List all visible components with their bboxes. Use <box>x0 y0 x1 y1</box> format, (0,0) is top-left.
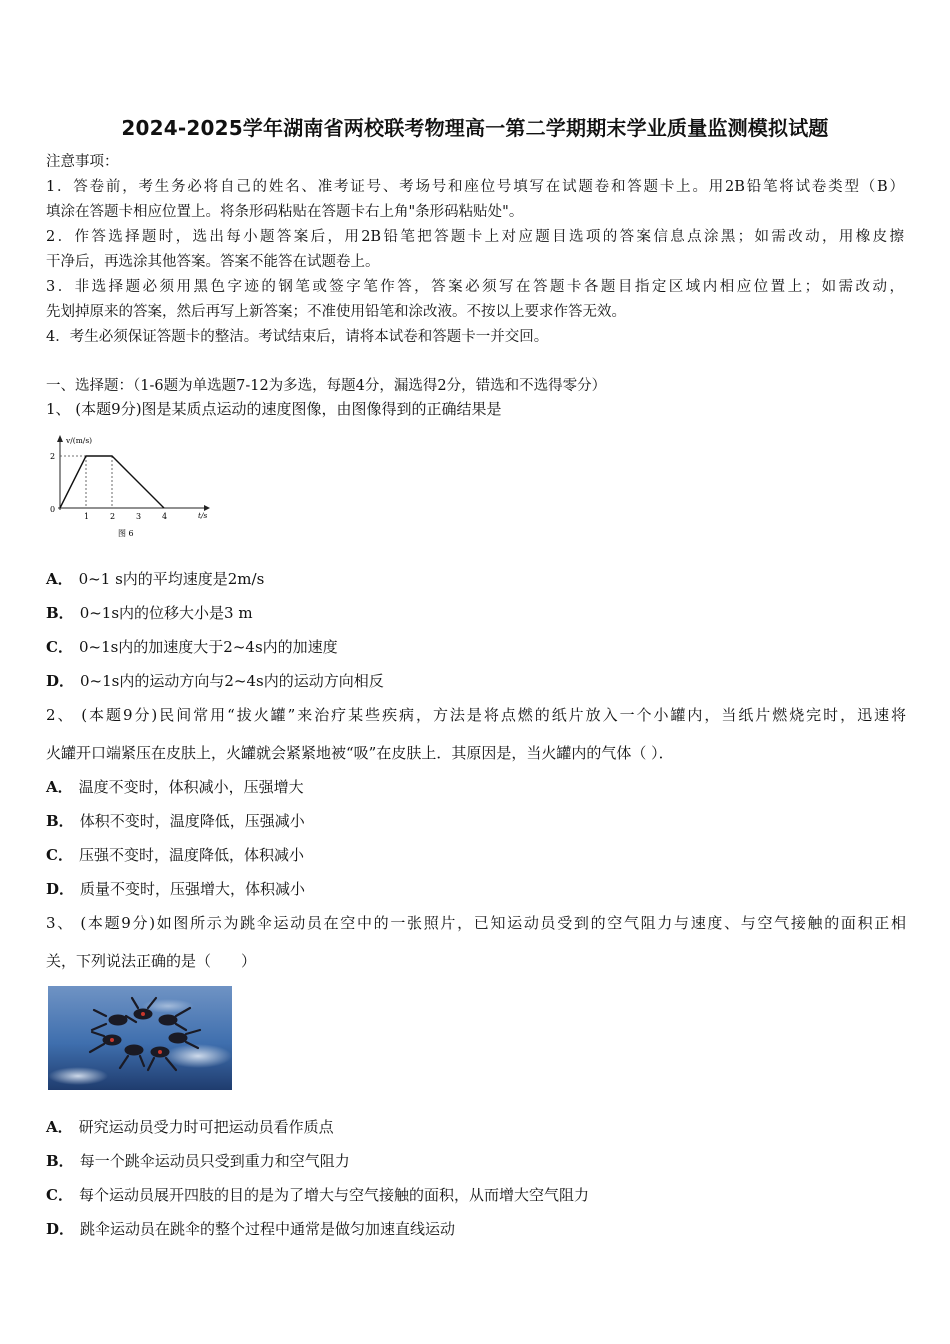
q2-option-d-text: 质量不变时，压强增大，体积减小 <box>80 880 306 898</box>
q1-option-d-text: 0~1s内的运动方向与2~4s内的运动方向相反 <box>80 672 384 690</box>
notes-heading: 注意事项： <box>46 154 119 170</box>
q1-option-b-letter: B． <box>46 604 74 622</box>
skydiver <box>159 1015 177 1025</box>
q2-option-d <box>46 878 305 900</box>
q3-option-b-text: 每一个跳伞运动员只受到重力和空气阻力 <box>79 1152 350 1170</box>
q1-option-b-text: 0~1s内的位移大小是3 m <box>79 604 253 622</box>
photo-cloud <box>48 1067 108 1085</box>
q3-option-b <box>46 1150 350 1172</box>
notes-line-7: 4．考生必须保证答题卡的整洁。考试结束后，请将本试卷和答题卡一并交回。 <box>46 329 549 345</box>
q2-option-a-text: 温度不变时，体积减小，压强增大 <box>78 778 304 796</box>
q1-velocity-graph <box>44 432 214 544</box>
q1-option-d <box>46 670 384 692</box>
x-axis-label: t/s <box>198 511 208 520</box>
skydiver <box>169 1033 187 1043</box>
q3-stem-line-2: 关，下列说法正确的是（ ） <box>46 952 257 970</box>
q3-option-a <box>46 1116 334 1138</box>
q2-stem-line-1: 2、 (本题9分)民间常用“拔火罐”来治疗某些疾病，方法是将点燃的纸片放入一个小罐内，当纸片燃烧完时，迅速将 <box>46 706 906 724</box>
q3-option-b-letter: B． <box>46 1152 74 1170</box>
notes-line-5: 3．非选择题必须用黑色字迹的钢笔或签字笔作答，答案必须写在答题卡各题目指定区域内相应位置上；如需改动， <box>46 279 904 295</box>
q3-stem-line-1: 3、 (本题9分)如图所示为跳伞运动员在空中的一张照片，已知运动员受到的空气阻力与速度、与空气接触的面积正相 <box>46 914 906 932</box>
q2-option-b <box>46 810 305 832</box>
x-tick-4: 4 <box>162 512 168 521</box>
q2-option-c-text: 压强不变时，温度降低，体积减小 <box>78 846 304 864</box>
notes-line-4: 干净后，再选涂其他答案。答案不能答在试题卷上。 <box>46 254 380 270</box>
exam-title: 2024-2025学年湖南省两校联考物理高一第二学期期末学业质量监测模拟试题 <box>121 116 829 140</box>
q2-option-a-letter: A． <box>46 778 73 796</box>
q2-option-c <box>46 844 304 866</box>
notes-line-3: 2．作答选择题时，选出每小题答案后，用2B铅笔把答题卡上对应题目选项的答案信息点涂黑；如需改动，用橡皮擦 <box>46 229 904 245</box>
notes-line-6: 先划掉原来的答案，然后再写上新答案；不准使用铅笔和涂改液。不按以上要求作答无效。 <box>46 304 626 320</box>
q3-option-d <box>46 1218 455 1240</box>
section-heading: 一、选择题：（1-6题为单选题7-12为多选，每题4分，漏选得2分，错选和不选得零分） <box>46 378 607 394</box>
q3-option-c-letter: C． <box>46 1186 73 1204</box>
q1-stem: 1、 (本题9分)图是某质点运动的速度图像，由图像得到的正确结果是 <box>46 400 502 418</box>
q3-option-d-text: 跳伞运动员在跳伞的整个过程中通常是做匀加速直线运动 <box>80 1220 456 1238</box>
q3-option-c <box>46 1184 589 1206</box>
q1-velocity-graph-svg <box>44 432 214 544</box>
q2-stem-line-2: 火罐开口端紧压在皮肤上，火罐就会紧紧地被“吸”在皮肤上．其原因是，当火罐内的气体（ ）． <box>46 744 674 762</box>
x-tick-3: 3 <box>136 512 142 521</box>
skydivers-photo <box>48 986 232 1090</box>
q2-option-d-letter: D． <box>46 880 75 898</box>
q3-option-c-text: 每个运动员展开四肢的目的是为了增大与空气接触的面积，从而增大空气阻力 <box>78 1186 589 1204</box>
q1-option-d-letter: D． <box>46 672 75 690</box>
x-tick-1: 1 <box>84 512 90 521</box>
q2-option-c-letter: C． <box>46 846 73 864</box>
y-axis-label: v/(m/s) <box>66 436 93 445</box>
skydiver <box>125 1045 143 1055</box>
figure-caption: 图 6 <box>118 529 134 538</box>
x-tick-2: 2 <box>110 512 116 521</box>
y-tick-2: 2 <box>50 452 56 461</box>
q2-option-b-letter: B． <box>46 812 74 830</box>
q1-option-c-text: 0~1s内的加速度大于2~4s内的加速度 <box>78 638 338 656</box>
q3-option-d-letter: D． <box>46 1220 75 1238</box>
q1-option-a-letter: A． <box>46 570 73 588</box>
q3-option-a-text: 研究运动员受力时可把运动员看作质点 <box>78 1118 334 1136</box>
q1-option-a <box>46 568 264 590</box>
q1-option-b <box>46 602 253 624</box>
skydivers-photo-svg <box>48 986 232 1090</box>
notes-line-2: 填涂在答题卡相应位置上。将条形码粘贴在答题卡右上角"条形码粘贴处"。 <box>46 204 524 220</box>
q2-option-a <box>46 776 304 798</box>
origin-label: 0 <box>50 505 56 514</box>
notes-line-1: 1．答卷前，考生务必将自己的姓名、准考证号、考场号和座位号填写在试题卷和答题卡上。用2B铅笔将试卷类型（B） <box>46 179 904 195</box>
q2-option-b-text: 体积不变时，温度降低，压强减小 <box>79 812 305 830</box>
skydiver <box>109 1015 127 1025</box>
y-axis-arrow <box>57 435 63 442</box>
q1-option-a-text: 0~1 s内的平均速度是2m/s <box>78 570 265 588</box>
q1-option-c <box>46 636 338 658</box>
q3-option-a-letter: A． <box>46 1118 73 1136</box>
q1-option-c-letter: C． <box>46 638 73 656</box>
